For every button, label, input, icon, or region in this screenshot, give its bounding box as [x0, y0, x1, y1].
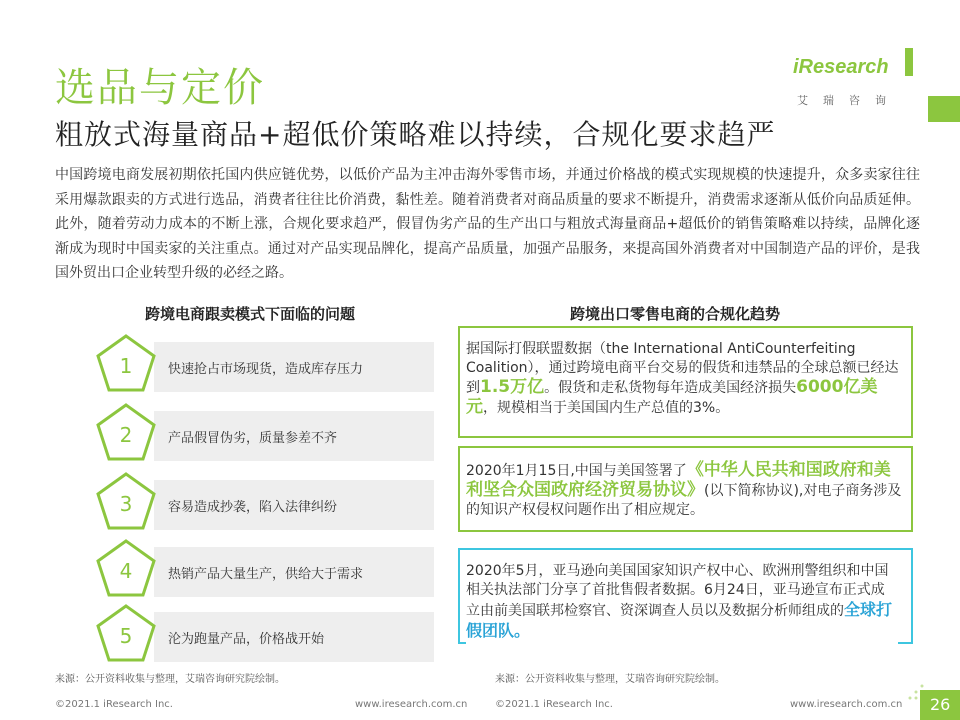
- problem-number: 1: [119, 354, 133, 378]
- pentagon-badge: [96, 403, 156, 461]
- page-number-badge: [920, 690, 960, 720]
- page-title: 选品与定价: [55, 65, 265, 111]
- problem-label: 容易造成抄袭，陷入法律纠纷: [168, 500, 338, 515]
- footer-url-left[interactable]: www.iresearch.com.cn: [355, 699, 468, 710]
- left-section-heading: 跨境电商跟卖模式下面临的问题: [145, 305, 356, 323]
- box2-text: 2020年1月15日,中国与美国签署了: [466, 463, 687, 479]
- problem-number: 5: [119, 624, 133, 648]
- page-subtitle: 粗放式海量商品+超低价策略难以持续，合规化要求趋严: [55, 118, 776, 151]
- info-box-3: [466, 560, 898, 646]
- info-box-1: [466, 336, 908, 422]
- intro-paragraph: 中国跨境电商发展初期依托国内供应链优势，以低价产品为主冲击海外零售市场，并通过价格战的模式实现规模的快速提升，众多卖家往往采用爆款跟卖的方式进行选品，消费者往往比价消费，黏性差。随着消费者对商品质量的要求不断提升，消费需求逐渐从低价向品质延伸。此外，随着劳动力成本的不断上涨，合规化要求趋严，假冒伪劣产品的生产出口与粗放式海量商品+超低价的销售策略难以持续，品牌化逐渐成为现时中国卖家的关注重点。通过对产品实现品牌化，提高产品质量，加强产品服务，来提高国外消费者对中国制造产品的评价，是我国外贸出口企业转型升级的必经之路。: [55, 167, 920, 281]
- problem-label: 产品假冒伪劣，质量参差不齐: [168, 431, 338, 446]
- pentagon-badge: [96, 604, 156, 662]
- box1-highlight: 1.5万亿: [480, 377, 545, 397]
- problem-number: 4: [119, 559, 133, 583]
- footer-url-right[interactable]: www.iresearch.com.cn: [790, 699, 903, 710]
- problem-item: [98, 336, 436, 386]
- box1-highlight: 6000亿美元: [466, 377, 878, 417]
- pentagon-badge: [96, 539, 156, 597]
- edge-accent-bar: [928, 96, 960, 122]
- source-note-left: 来源：公开资料收集与整理，艾瑞咨询研究院绘制。: [55, 674, 285, 685]
- problem-label: 热销产品大量生产，供给大于需求: [168, 567, 364, 582]
- logo-text: iResearch: [793, 56, 889, 78]
- pentagon-badge: [96, 472, 156, 530]
- box2-text: (以下简称协议),对电子商务涉及的知识产权侵权问题作出了相应规定。: [466, 483, 902, 518]
- box1-text: 。假货和走私货物每年造成美国经济损失: [544, 380, 797, 396]
- problem-item: [98, 541, 436, 591]
- right-section-heading: 跨境出口零售电商的合规化趋势: [570, 305, 781, 323]
- info-box-2: [466, 457, 908, 524]
- problem-item: [98, 405, 436, 455]
- problem-number: 2: [119, 423, 133, 447]
- logo-accent-bar: [905, 48, 913, 76]
- footer-copyright-left: ©2021.1 iResearch Inc.: [55, 699, 173, 710]
- box3-highlight: 全球打假团队。: [466, 600, 893, 640]
- problem-number: 3: [119, 492, 133, 516]
- logo-cn: 艾瑞咨询: [797, 94, 901, 107]
- iresearch-logo: [793, 48, 913, 110]
- problem-item: [98, 474, 436, 524]
- box1-text: 据国际打假联盟数据（the International AntiCounterfeiting Coalition），通过跨境电商平台交易的假货和违禁品的全球总额已经达到: [466, 341, 899, 396]
- box2-highlight: 《中华人民共和国政府和美利坚合众国政府经济贸易协议》: [466, 460, 891, 500]
- pentagon-badge: [96, 334, 156, 392]
- problem-label: 沦为跑量产品，价格战开始: [168, 632, 325, 647]
- problem-label: 快速抢占市场现货，造成库存压力: [168, 362, 364, 377]
- box1-text: ，规模相当于美国国内生产总值的3%。: [483, 400, 730, 416]
- footer-copyright-right: ©2021.1 iResearch Inc.: [495, 699, 613, 710]
- problem-item: [98, 606, 436, 656]
- page-number: 26: [930, 695, 951, 714]
- source-note-right: 来源：公开资料收集与整理，艾瑞咨询研究院绘制。: [495, 674, 725, 685]
- box3-text: 2020年5月，亚马逊向美国国家知识产权中心、欧洲刑警组织和中国相关执法部门分享了首批售假者数据。6月24日，亚马逊宣布正式成立由前美国联邦检察官、资深调查人员以及数据分析师组成的: [466, 563, 889, 619]
